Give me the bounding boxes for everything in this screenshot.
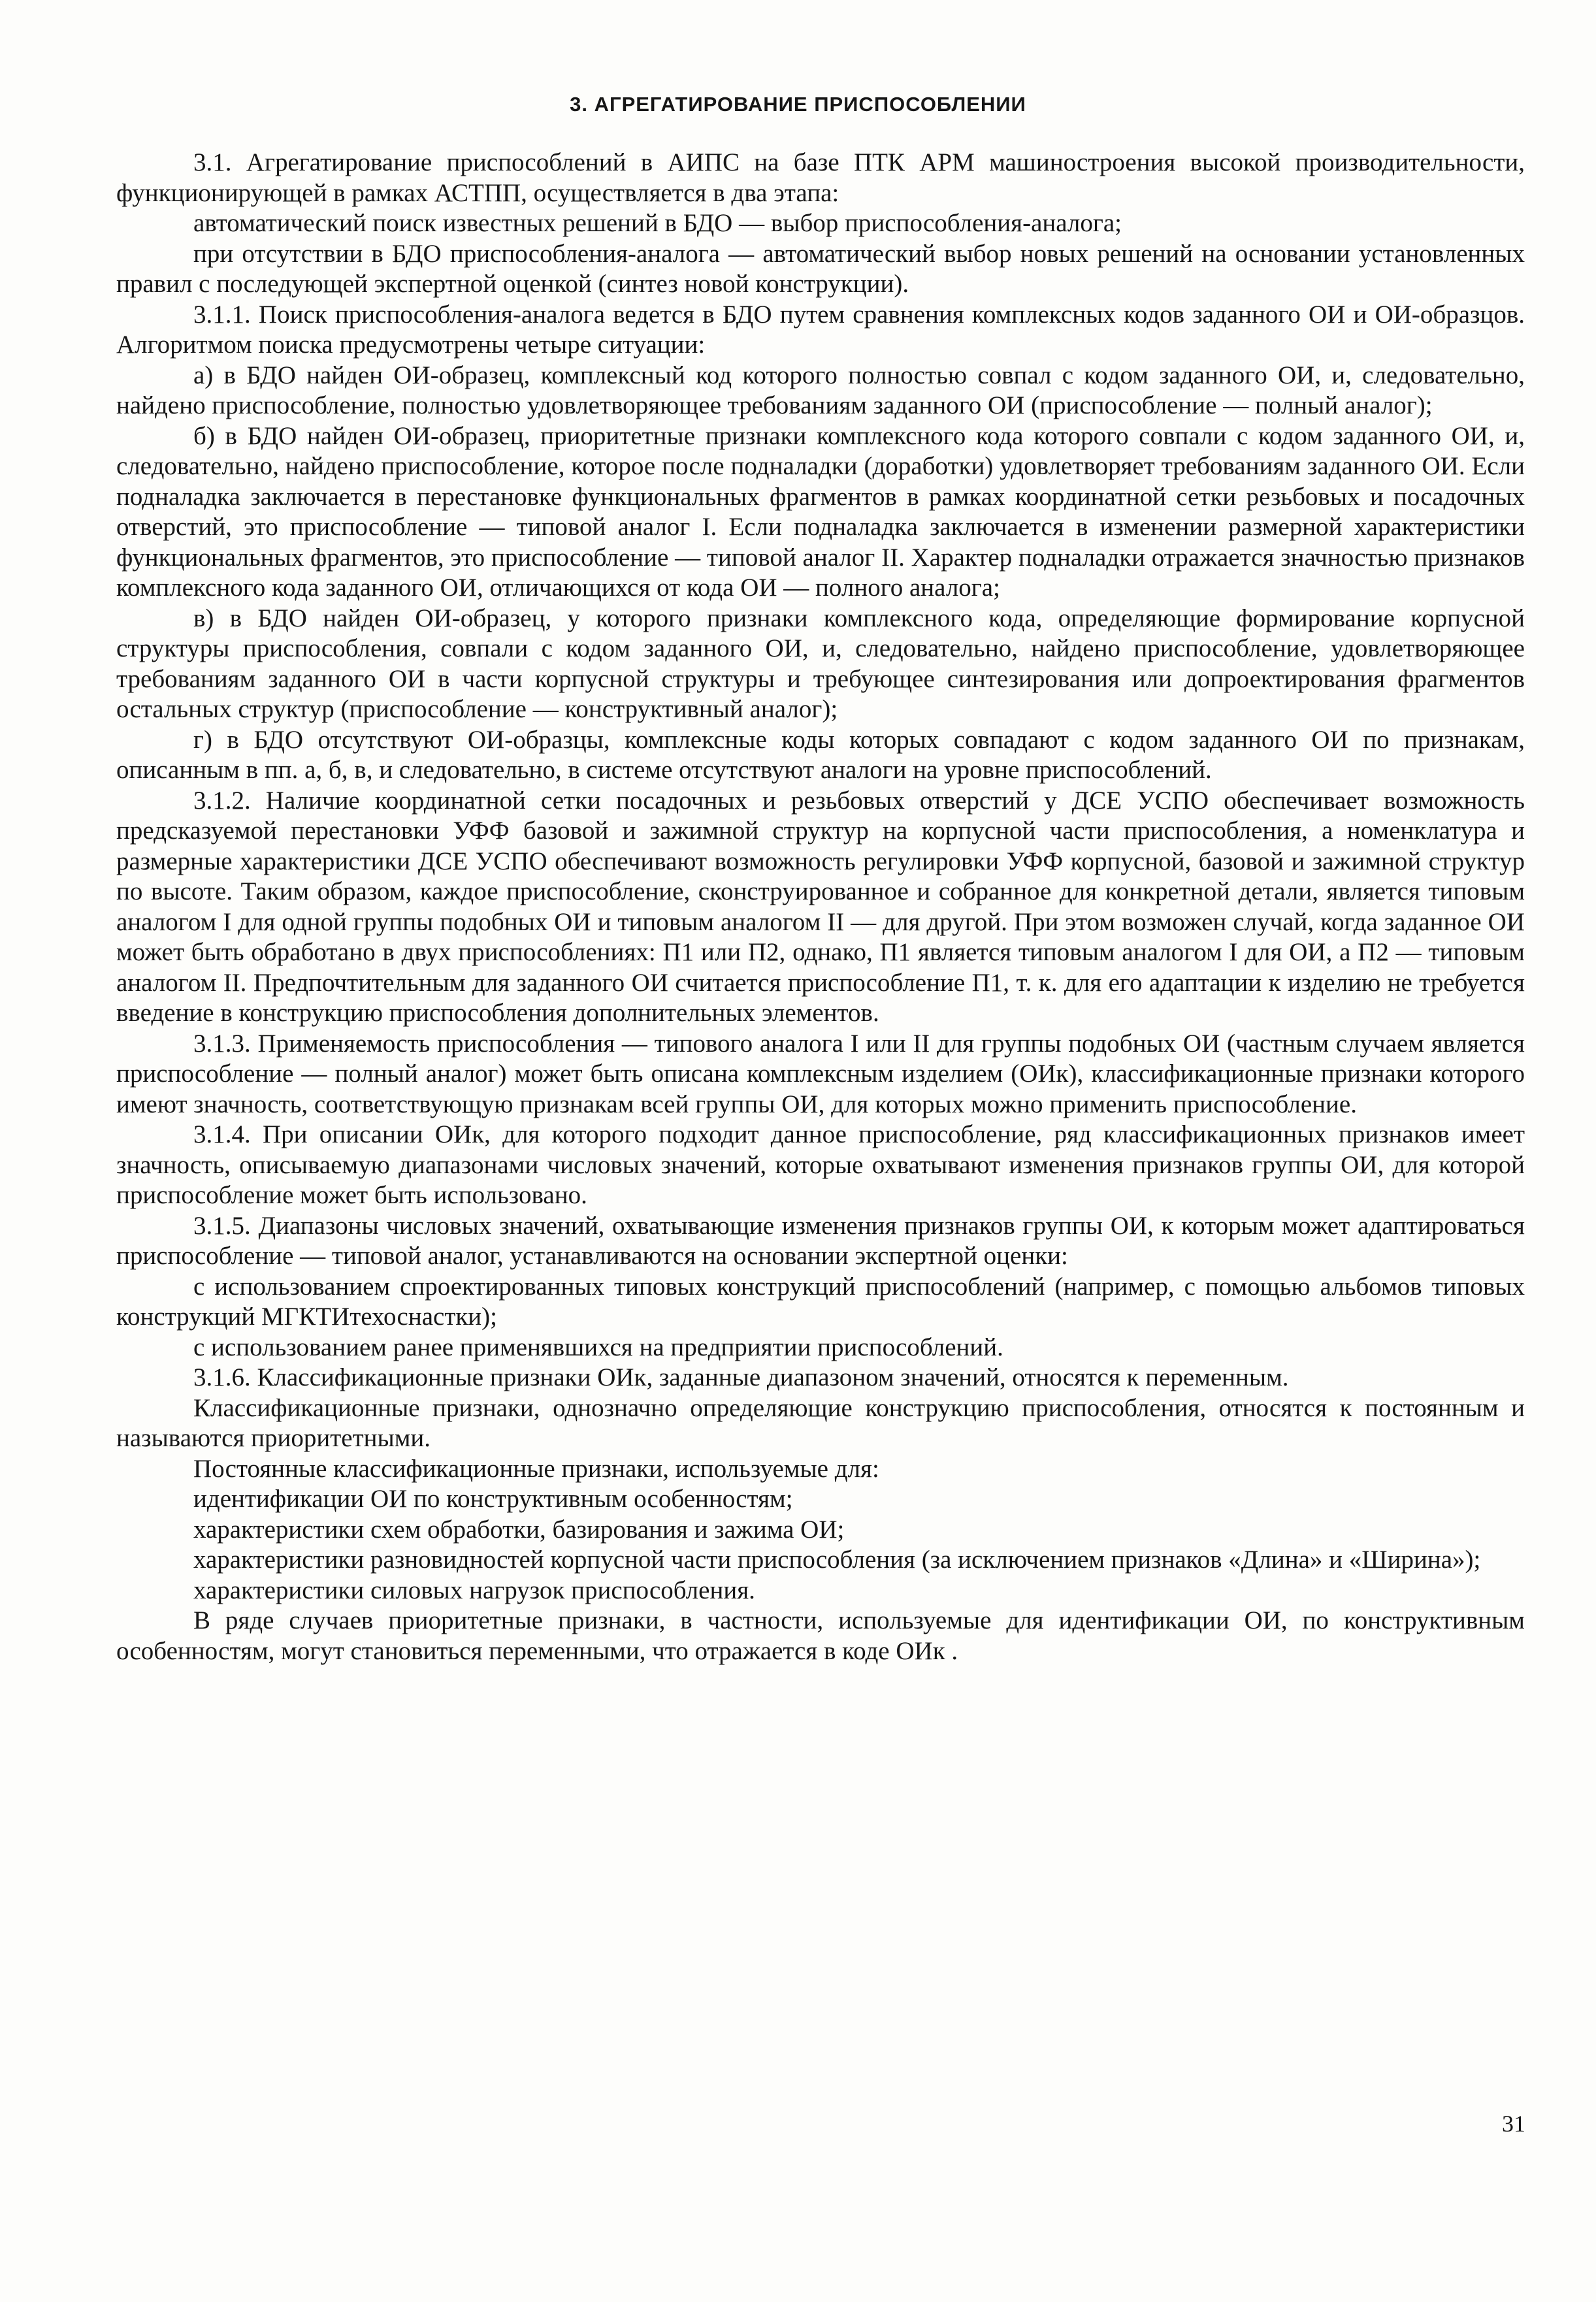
paragraph-stage-1: автоматический поиск известных решений в БДО — выбор приспособления-аналога; — [193, 209, 1122, 237]
body-text — [116, 148, 1525, 1666]
paragraph-3-1-5: 3.1.5. Диапазоны числовых значений, охватывающие изменения признаков группы ОИ, к которым может адаптироваться приспособление — типовой аналог, устанавливаются на основании экспертной оценки: — [116, 1211, 1525, 1270]
paragraph-case-v: в) в БДО найден ОИ-образец, у которого признаки комплексного кода, определяющие формирование корпусной структуры приспособления, совпали с кодом заданного ОИ, и, следовательно, найдено приспособление, удовлетворяющее требованиям заданного ОИ в части корпусной структуры и требующее синтезирования или допроектирования фрагментов остальных структур (приспособление — конструктивный аналог); — [116, 604, 1525, 723]
paragraph-constant-2: характеристики схем обработки, базирования и зажима ОИ; — [193, 1515, 845, 1544]
paragraph-method-1: с использованием спроектированных типовых конструкций приспособлений (например, с помощью альбомов типовых конструкций МГКТИтехоснастки); — [116, 1272, 1525, 1331]
paragraph-case-a: а) в БДО найден ОИ-образец, комплексный код которого полностью совпал с кодом заданного ОИ, и, следовательно, найдено приспособление, полностью удовлетворяющее требованиям заданного ОИ (приспособление — полный аналог); — [116, 361, 1525, 419]
section-heading: 3. АГРЕГАТИРОВАНИЕ ПРИСПОСОБЛЕНИИ — [570, 93, 1026, 116]
paragraph-3-1-4: 3.1.4. При описании ОИк, для которого подходит данное приспособление, ряд классификационных признаков имеет значность, описываемую диапазонами числовых значений, которые охватывают изменения признаков группы ОИ, для которой приспособление может быть использовано. — [116, 1120, 1525, 1209]
paragraph-case-b: б) в БДО найден ОИ-образец, приоритетные признаки комплексного кода которого совпали с кодом заданного ОИ, и, следовательно, найдено приспособление, которое после подналадки (доработки) удовлетворяет требованиям заданного ОИ. Если подналадка заключается в перестановке функциональных фрагментов в рамках координатной сетки резьбовых и посадочных отверстий, это приспособление — типовой аналог I. Если подналадка заключается в изменении размерной характеристики функциональных фрагментов, это приспособление — типовой аналог II. Характер подналадки отражается значностью признаков комплексного кода заданного ОИ, отличающихся от кода ОИ — полного аналога; — [116, 421, 1525, 602]
paragraph-3-1-1: 3.1.1. Поиск приспособления-аналога ведется в БДО путем сравнения комплексных кодов заданного ОИ и ОИ-образцов. Алгоритмом поиска предусмотрены четыре ситуации: — [116, 300, 1525, 359]
paragraph-3-1-6: 3.1.6. Классификационные признаки ОИк, заданные диапазоном значений, относятся к переменным. — [193, 1363, 1289, 1391]
paragraph-stage-2: при отсутствии в БДО приспособления-аналога — автоматический выбор новых решений на основании установленных правил с последующей экспертной оценкой (синтез новой конструкции). — [116, 239, 1525, 298]
paragraph-case-g: г) в БДО отсутствуют ОИ-образцы, комплексные коды которых совпадают с кодом заданного ОИ по признакам, описанным в пп. а, б, в, и следовательно, в системе отсутствуют аналоги на уровне приспособлений. — [116, 725, 1525, 784]
paragraph-priority: Классификационные признаки, однозначно определяющие конструкцию приспособления, относятся к постоянным и называются приоритетными. — [116, 1393, 1525, 1452]
paragraph-constant-3: характеристики разновидностей корпусной части приспособления (за исключением признаков «Длина» и «Ширина»); — [193, 1546, 1481, 1574]
paragraph-constant-1: идентификации ОИ по конструктивным особенностям; — [193, 1485, 793, 1513]
paragraph-constant-4: характеристики силовых нагрузок приспособления. — [193, 1576, 755, 1604]
paragraph-constant-intro: Постоянные классификационные признаки, используемые для: — [193, 1454, 879, 1483]
paragraph-3-1: 3.1. Агрегатирование приспособлений в АИПС на базе ПТК АРМ машиностроения высокой производительности, функционирующей в рамках АСТПП, осуществляется в два этапа: — [116, 148, 1525, 207]
paragraph-method-2: с использованием ранее применявшихся на предприятии приспособлений. — [193, 1333, 1003, 1361]
paragraph-3-1-3: 3.1.3. Применяемость приспособления — типового аналога I или II для группы подобных ОИ (частным случаем является приспособление — полный аналог) может быть описана комплексным изделием (ОИк), классификационные признаки которого имеют значность, соответствующую признакам всей группы ОИ, для которых можно применить приспособление. — [116, 1029, 1525, 1118]
paragraph-final: В ряде случаев приоритетные признаки, в частности, используемые для идентификации ОИ, по конструктивным особенностям, могут становиться переменными, что отражается в коде ОИк . — [116, 1606, 1525, 1665]
page-number: 31 — [1502, 2111, 1525, 2137]
paragraph-3-1-2: 3.1.2. Наличие координатной сетки посадочных и резьбовых отверстий у ДСЕ УСПО обеспечивает возможность предсказуемой перестановки УФФ базовой и зажимной структур на корпусной части приспособления, а номенклатура и размерные характеристики ДСЕ УСПО обеспечивают возможность регулировки УФФ корпусной, базовой и зажимной структур по высоте. Таким образом, каждое приспособление, сконструированное и собранное для конкретной детали, является типовым аналогом I для одной группы подобных ОИ и типовым аналогом II — для другой. При этом возможен случай, когда заданное ОИ может быть обработано в двух приспособлениях: П1 или П2, однако, П1 является типовым аналогом I для ОИ, а П2 — типовым аналогом II. Предпочтительным для заданного ОИ считается приспособление П1, т. к. для его адаптации к изделию не требуется введение в конструкцию приспособления дополнительных элементов. — [116, 786, 1525, 1027]
